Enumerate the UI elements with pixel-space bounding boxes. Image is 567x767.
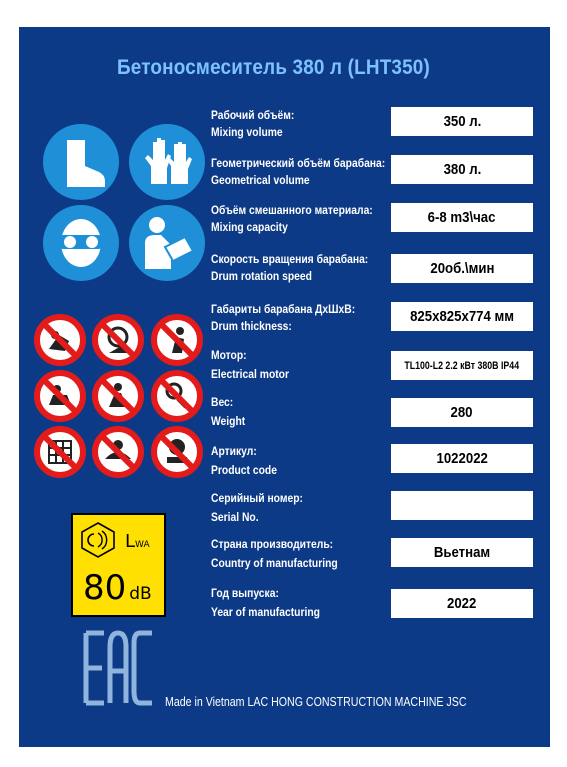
spec-label: Геометрический объём барабана: Geometrical volume xyxy=(211,156,386,187)
spec-value: TL100-L2 2.2 кВт 380В IP44 xyxy=(391,351,533,380)
spec-label: Объём смешанного материала: Mixing capacity xyxy=(211,203,373,234)
spec-value: 350 л. xyxy=(391,107,533,136)
spec-label: Страна производитель: Country of manufacturing xyxy=(211,537,338,570)
safety-goggles-icon xyxy=(41,203,121,283)
no-operating-icon xyxy=(150,313,204,367)
ear-protection-icon xyxy=(79,521,117,559)
no-lifting-icon xyxy=(33,313,87,367)
spec-value: 380 л. xyxy=(391,155,533,184)
spec-value: 20об.\мин xyxy=(391,254,533,283)
spec-label: Скорость вращения барабана: Drum rotation speed xyxy=(211,252,369,283)
no-reaching-icon xyxy=(150,369,204,423)
noise-level-sign xyxy=(71,513,166,617)
no-reaching-into-drum-icon xyxy=(91,313,145,367)
spec-value: 280 xyxy=(391,398,533,427)
no-sitting-icon xyxy=(150,425,204,479)
spec-label: Вес: Weight xyxy=(211,395,246,428)
spec-label: Серийный номер: Serial No. xyxy=(211,491,303,524)
page-title: Бетоносмеситель 380 л (LHT350) xyxy=(117,56,430,79)
spec-label: Год выпуска: Year of manufacturing xyxy=(211,586,320,619)
spec-label: Рабочий объём: Mixing volume xyxy=(211,108,295,139)
safety-boots-icon xyxy=(41,122,121,202)
spec-value: Вьетнам xyxy=(391,538,533,567)
spec-value: 825x825x774 мм xyxy=(391,302,533,331)
spec-value xyxy=(391,491,533,520)
no-hands-in-mixer-icon xyxy=(33,369,87,423)
noise-value: 80 dB xyxy=(83,568,152,608)
spec-value: 2022 xyxy=(391,589,533,618)
no-climbing-icon xyxy=(91,369,145,423)
spec-label: Мотор: Electrical motor xyxy=(211,348,290,381)
gloves-icon xyxy=(127,122,207,202)
eac-logo xyxy=(82,627,158,707)
spec-value: 1022022 xyxy=(391,444,533,473)
spec-label: Артикул: Product code xyxy=(211,444,277,477)
no-access-grid-icon xyxy=(33,425,87,479)
spec-value: 6-8 m3\час xyxy=(391,203,533,232)
lwa-label: LWA xyxy=(125,531,150,552)
read-manual-icon xyxy=(127,203,207,283)
manufacturer-footer: Made in Vietnam LAC HONG CONSTRUCTION MACHINE JSC xyxy=(165,695,467,709)
spec-label: Габариты барабана ДхШхВ: Drum thickness: xyxy=(211,302,356,333)
no-head-near-drum-icon xyxy=(91,425,145,479)
